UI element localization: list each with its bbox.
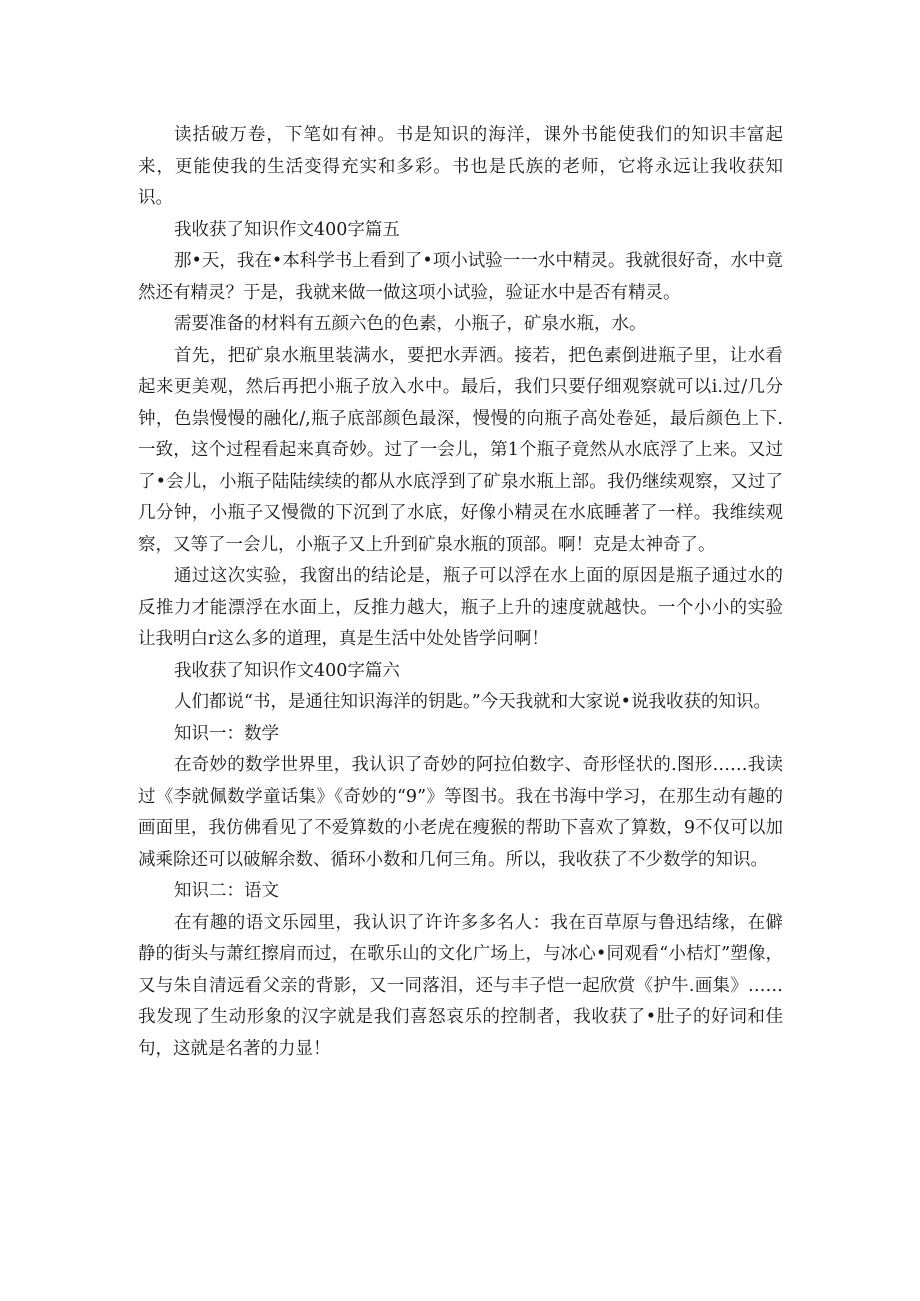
paragraph-3: 需要准备的材料有五颜六色的色素，小瓶子，矿泉水瓶，水。 [174, 314, 647, 334]
paragraph-4: 首先，把矿泉水瓶里装满水，要把水弄洒。接若，把色素倒进瓶子里，让水看起来更美观，然后再把小瓶子放入水中。最后，我们只要仔细观察就可以i.过/几分钟，色祟慢慢的融化/,瓶子底部颜色最深，慢慢的向瓶子高处卷延，最后颜色上下.一致，这个过程看起来真奇妙。过了一会儿，第1个瓶子竟然从水底浮了上来。又过了•会儿，小瓶子陆陆续续的都从水底浮到了矿泉水瓶上部。我仍继续观察，又过了几分钟，小瓶子又慢微的下沉到了水底，好像小精灵在水底睡著了一样。我维续观察，又等了一会儿，小瓶子又上升到矿泉水瓶的顶部。啊！克是太神奇了。 [138, 345, 783, 555]
paragraph-6: 人们都说“书，是通往知识海洋的钥匙。”今天我就和大家说•说我收获的知识。 [174, 692, 771, 712]
paragraph-2: 那•天，我在•本科学书上看到了•项小试验一一水中精灵。我就很好奇，水中竟然还有精灵？于是，我就来做一做这项小试验，验证水中是否有精灵。 [138, 251, 783, 303]
paragraph-7: 在奇妙的数学世界里，我认识了奇妙的阿拉伯数字、奇形怪状的.图形……我读过《李就佩数学童话集》《奇妙的“9”》等图书。我在书海中学习，在那生动有趣的画面里，我仿佛看见了不爱算数的小老虎在瘦猴的帮助下喜欢了算数，9不仅可以加减乘除还可以破解余数、循环小数和几何三角。所以，我收获了不少数学的知识。 [138, 755, 783, 870]
section-heading-6: 我收获了知识作文400字篇六 [174, 660, 400, 681]
section-heading-5: 我收获了知识作文400字篇五 [174, 219, 400, 240]
paragraph-5: 通过这次实验，我窗出的结论是，瓶子可以浮在水上面的原因是瓶子通过水的反推力才能漂浮在水面上，反推力越大，瓶子上升的速度就越快。一个小小的实验让我明白r这么多的道理，真是生活中处处皆学问啊！ [138, 566, 783, 649]
subheading-chinese: 知识二：语文 [174, 881, 279, 901]
document-page [138, 120, 783, 1065]
paragraph-1: 读括破万卷，下笔如有神。书是知识的海洋，课外书能使我们的知识丰富起来，更能使我的生活变得充实和多彩。书也是氏族的老师，它将永远让我收获知识。 [138, 125, 783, 208]
subheading-math: 知识一：数学 [174, 723, 279, 744]
paragraph-8: 在有趣的语文乐园里，我认识了许许多多名人：我在百草原与鲁迅结缘，在僻静的街头与萧红擦肩而过，在歌乐山的文化广场上，与冰心•同观看“小桔灯”塑像，又与朱自清远看父亲的背影，又一同落泪，还与丰子恺一起欣赏《护牛.画集》……我发现了生动形象的汉字就是我们喜怒哀乐的控制者，我收获了•肚子的好词和佳句，这就是名著的力显！ [138, 912, 783, 1059]
